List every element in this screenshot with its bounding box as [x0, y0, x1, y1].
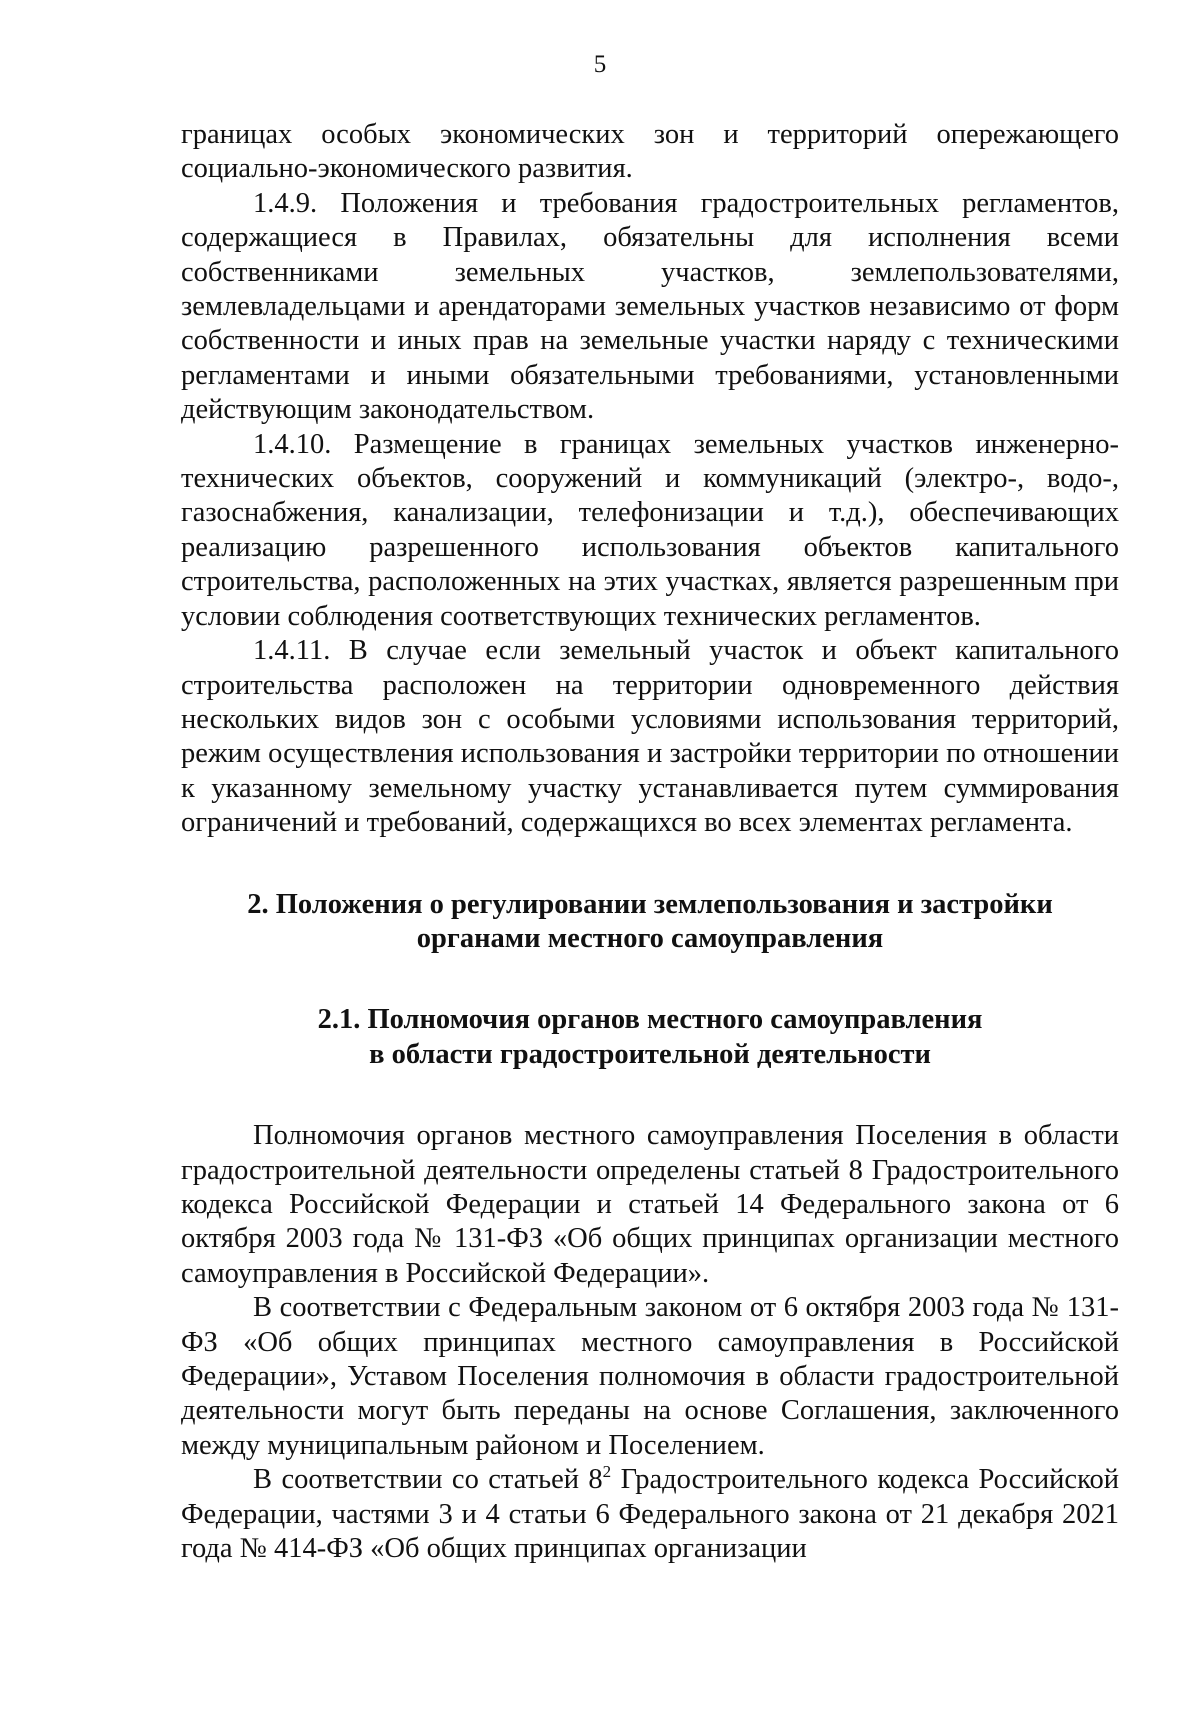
paragraph-powers-transfer: В соответствии с Федеральным законом от 6 октября 2003 года № 131-ФЗ «Об общих принципах местного самоуправления в Российской Федерации», Уставом Поселения полномочия в области градостроительной деятельности могут быть переданы на основе Соглашения, заключенного между муниципальным районом и Поселением.: [181, 1292, 1119, 1461]
section-2-heading-line-2: органами местного самоуправления: [416, 922, 884, 954]
section-2-1-heading-line-1: 2.1. Полномочия органов местного самоуправления: [317, 1004, 983, 1036]
paragraph-article-8-2: [181, 1463, 1119, 1566]
paragraph-1-4-9: 1.4.9. Положения и требования градостроительных регламентов, содержащиеся в Правилах, обязательны для исполнения всеми собственниками земельных участков, землепользователями, землевладельцами и арендаторами земельных участков независимо от форм собственности и иных прав на земельные участки наряду с техническими регламентами и иными обязательными требованиями, установленными действующим законодательством.: [181, 187, 1119, 426]
paragraph-continuation: границах особых экономических зон и территорий опережающего социально-экономического развития.: [181, 119, 1119, 185]
section-2-1-heading: [181, 1003, 1119, 1072]
paragraph-1-4-10: 1.4.10. Размещение в границах земельных участков инженерно-технических объектов, сооружений и коммуникаций (электро-, водо-, газоснабжения, канализации, телефонизации и т.д.), обеспечивающих реализацию разрешенного использования объектов капитального строительства, расположенных на этих участках, является разрешенным при условии соблюдения соответствующих технических регламентов.: [181, 428, 1119, 632]
page-number: 5: [593, 51, 607, 78]
document-body: [181, 118, 1119, 1566]
superscript-2: 2: [602, 1462, 612, 1482]
paragraph-powers-overview: Полномочия органов местного самоуправления Поселения в области градостроительной деятельности определены статьей 8 Градостроительного кодекса Российской Федерации и статьей 14 Федерального закона от 6 октября 2003 года № 131-ФЗ «Об общих принципах организации местного самоуправления в Российской Федерации».: [181, 1120, 1119, 1289]
section-2-heading-line-1: 2. Положения о регулировании землепользования и застройки: [247, 888, 1053, 920]
paragraph-article-8-2-start: В соответствии со статьей 8: [253, 1464, 603, 1496]
paragraph-1-4-11: 1.4.11. В случае если земельный участок и объект капитального строительства расположен на территории одновременного действия нескольких видов зон с особыми условиями использования территорий, режим осуществления использования и застройки территории по отношении к указанному земельному участку устанавливается путем суммирования ограничений и требований, содержащихся во всех элементах регламента.: [181, 635, 1119, 839]
paragraph-article-8-2-end: Градостроительного кодекса Российской Федерации, частями 3 и 4 статьи 6 Федерального закона от 21 декабря 2021 года № 414-ФЗ «Об общих принципах организации: [181, 1464, 1119, 1565]
section-2-1-heading-line-2: в области градостроительной деятельности: [369, 1038, 931, 1070]
section-2-heading: [181, 888, 1119, 957]
